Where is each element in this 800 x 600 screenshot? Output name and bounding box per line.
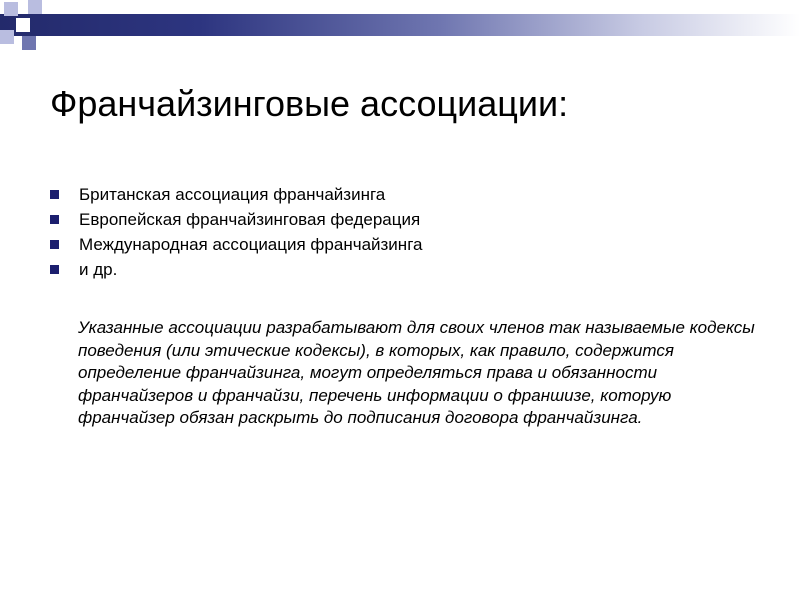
decorative-square	[22, 36, 36, 50]
slide-title: Франчайзинговые ассоциации:	[50, 83, 569, 124]
list-item	[50, 182, 422, 207]
bullet-list	[50, 182, 422, 282]
decorative-square	[16, 18, 30, 32]
decorative-header-bar	[0, 14, 800, 36]
list-item	[50, 257, 422, 282]
bullet-square-icon	[50, 215, 59, 224]
body-paragraph: Указанные ассоциации разрабатывают для своих членов так называемые кодексы поведения (или этические кодексы), в которых, как правило, содержится определение франчайзинга, могут определяться права и обязанности франчайзеров и франчайзи, перечень информации о франшизе, которую франчайзер обязан раскрыть до подписания договора франчайзинга.	[78, 318, 755, 427]
list-item-text: и др.	[79, 260, 118, 279]
list-item-text: Европейская франчайзинговая федерация	[79, 210, 421, 229]
list-item	[50, 232, 422, 257]
bullet-square-icon	[50, 240, 59, 249]
decorative-square	[28, 0, 42, 14]
list-item	[50, 207, 422, 232]
decorative-square	[0, 30, 14, 44]
decorative-square	[4, 2, 18, 16]
list-item-text: Британская ассоциация франчайзинга	[79, 185, 386, 204]
bullet-square-icon	[50, 265, 59, 274]
bullet-square-icon	[50, 190, 59, 199]
list-item-text: Международная ассоциация франчайзинга	[79, 235, 423, 254]
